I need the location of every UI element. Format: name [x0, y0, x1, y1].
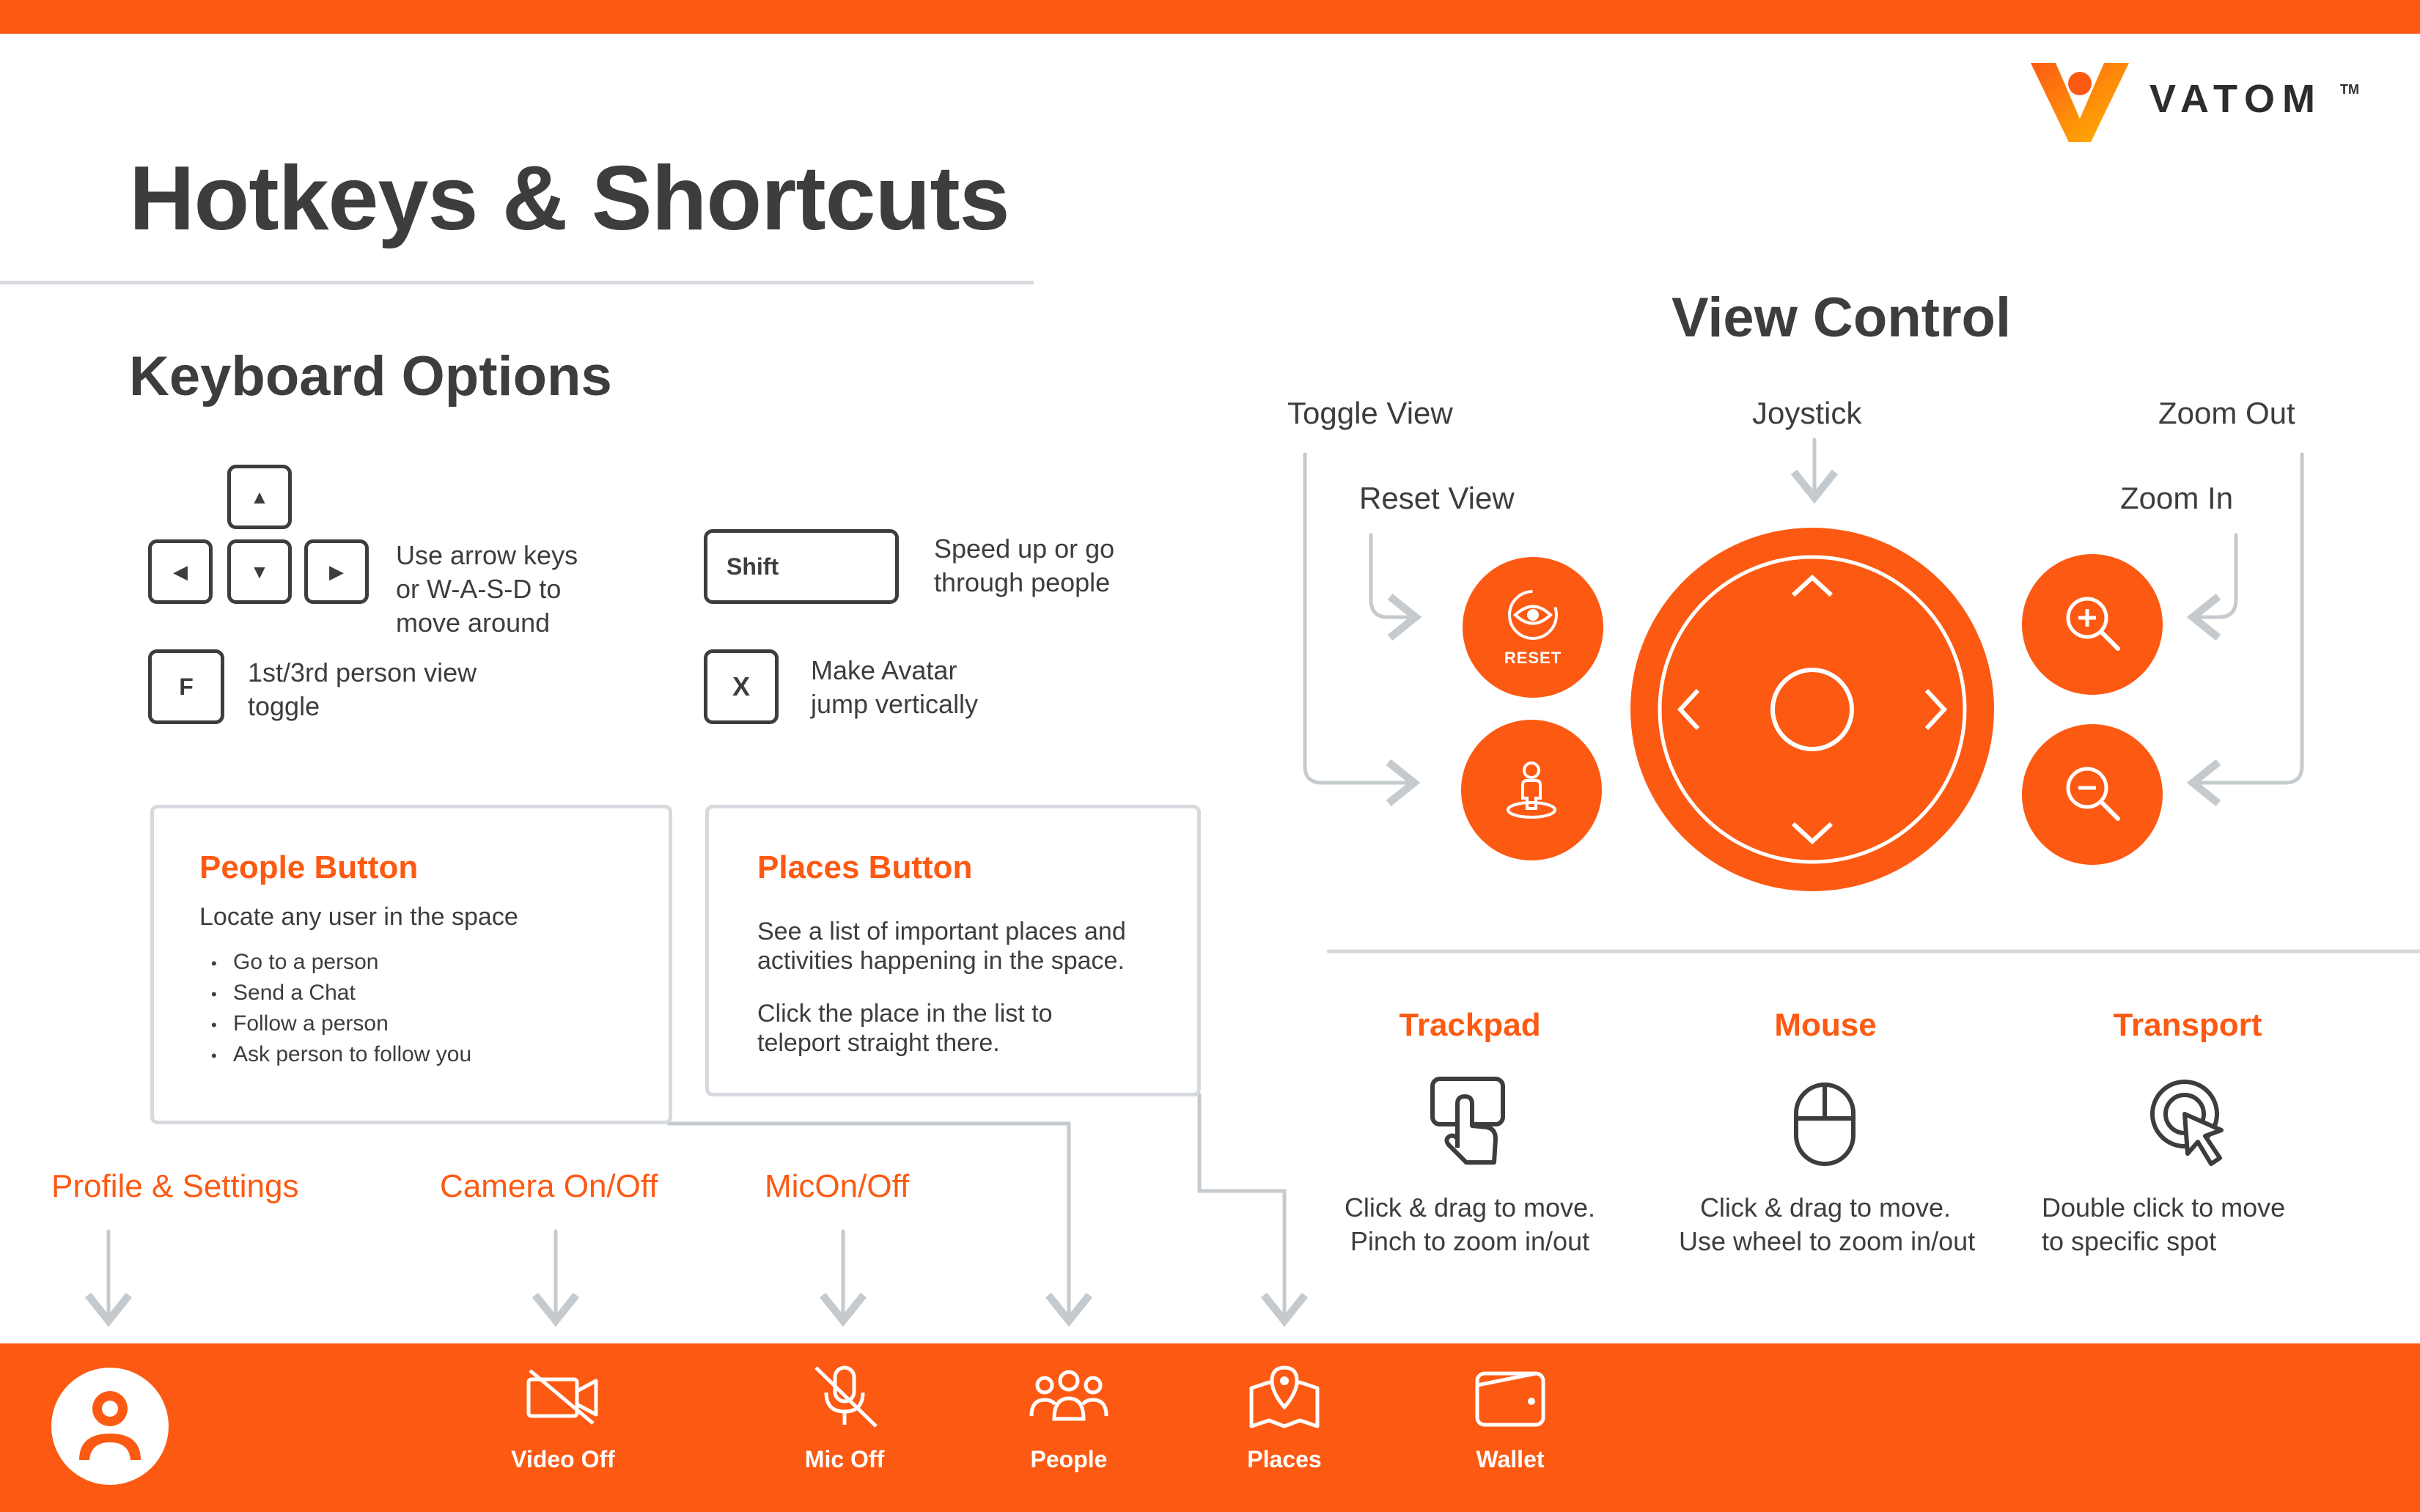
people-button-card	[150, 805, 672, 1124]
wallet-button[interactable]	[1437, 1363, 1584, 1473]
vatom-logo-icon	[2025, 57, 2135, 145]
places-label: Places	[1247, 1446, 1322, 1472]
mouse-title: Mouse	[1774, 1007, 1877, 1043]
mic-off-label: Mic Off	[804, 1446, 885, 1472]
map-pin-icon	[1244, 1363, 1325, 1433]
trackpad-title: Trackpad	[1399, 1007, 1541, 1043]
shift-key-description: Speed up or go through people	[934, 534, 1115, 597]
people-icon	[1029, 1363, 1109, 1433]
title-divider	[0, 281, 1034, 284]
user-avatar-icon	[73, 1387, 147, 1467]
view-control-heading: View Control	[1671, 287, 2012, 349]
zoom-out-label: Zoom Out	[2158, 396, 2295, 430]
f-key-description: 1st/3rd person view toggle	[248, 657, 477, 721]
eye-reset-icon	[1502, 588, 1564, 646]
mic-off-button[interactable]	[771, 1363, 918, 1473]
hand-pointer-icon	[1428, 1074, 1510, 1173]
list-item: • Send a Chat	[211, 978, 471, 1009]
zoom-in-icon	[2059, 590, 2125, 660]
brand-name: VATOM	[2149, 77, 2322, 121]
key-left[interactable]: ◀	[148, 539, 213, 604]
page-title: Hotkeys & Shortcuts	[129, 148, 1009, 249]
wallet-label: Wallet	[1476, 1446, 1545, 1472]
bottom-toolbar	[0, 1343, 2420, 1512]
person-on-pad-icon	[1498, 756, 1564, 825]
target-cursor-icon	[2148, 1077, 2230, 1173]
places-button[interactable]	[1211, 1363, 1358, 1473]
mouse-description: Click & drag to move. Use wheel to zoom in/out	[1679, 1192, 1976, 1256]
zoom-in-button[interactable]	[2022, 554, 2163, 695]
toggle-view-label: Toggle View	[1287, 396, 1453, 430]
places-card-description: See a list of important places and activities happening in the space.	[757, 918, 1126, 975]
zoom-out-button[interactable]	[2022, 724, 2163, 865]
profile-button[interactable]	[51, 1368, 169, 1485]
key-x[interactable]: X	[704, 649, 779, 724]
x-key-description: Make Avatar jump vertically	[811, 655, 979, 719]
joystick-label: Joystick	[1752, 396, 1862, 430]
arrow-keys-description: Use arrow keys or W-A-S-D to move around	[396, 540, 578, 638]
transport-description: Double click to move to specific spot	[2042, 1192, 2286, 1256]
key-right[interactable]: ▶	[304, 539, 369, 604]
camera-callout: Camera On/Off	[440, 1168, 658, 1204]
wallet-icon	[1470, 1363, 1551, 1433]
key-shift[interactable]: Shift	[704, 529, 899, 604]
zoom-out-icon	[2059, 760, 2125, 830]
people-label: People	[1030, 1446, 1108, 1472]
reset-view-button[interactable]	[1463, 557, 1603, 698]
profile-settings-callout: Profile & Settings	[51, 1168, 299, 1204]
key-f[interactable]: F	[148, 649, 224, 724]
key-up[interactable]: ▲	[227, 465, 292, 529]
trackpad-description: Click & drag to move. Pinch to zoom in/out	[1344, 1192, 1596, 1256]
places-button-card	[705, 805, 1201, 1096]
places-card-title: Places Button	[757, 849, 973, 885]
mic-callout: MicOn/Off	[765, 1168, 910, 1204]
people-card-bullets	[211, 948, 471, 1071]
video-off-icon	[523, 1363, 603, 1433]
key-down[interactable]: ▼	[227, 539, 292, 604]
people-card-title: People Button	[199, 849, 419, 885]
reset-caption: RESET	[1504, 648, 1562, 667]
people-button[interactable]	[996, 1363, 1142, 1473]
reset-view-label: Reset View	[1359, 481, 1515, 515]
zoom-in-label: Zoom In	[2120, 481, 2234, 515]
toggle-view-button[interactable]	[1461, 720, 1602, 860]
people-card-subtitle: Locate any user in the space	[199, 903, 518, 931]
brand-tm: TM	[2340, 82, 2359, 97]
keyboard-options-heading: Keyboard Options	[129, 345, 612, 407]
video-off-label: Video Off	[511, 1446, 615, 1472]
list-item: • Go to a person	[211, 948, 471, 978]
joystick-control[interactable]	[1630, 528, 1994, 891]
video-off-button[interactable]	[490, 1363, 636, 1473]
mic-off-icon	[804, 1363, 885, 1433]
transport-title: Transport	[2113, 1007, 2262, 1043]
list-item: • Follow a person	[211, 1009, 471, 1040]
places-card-instructions: Click the place in the list to teleport straight there.	[757, 1000, 1053, 1057]
list-item: • Ask person to follow you	[211, 1040, 471, 1071]
mouse-icon	[1792, 1080, 1858, 1172]
